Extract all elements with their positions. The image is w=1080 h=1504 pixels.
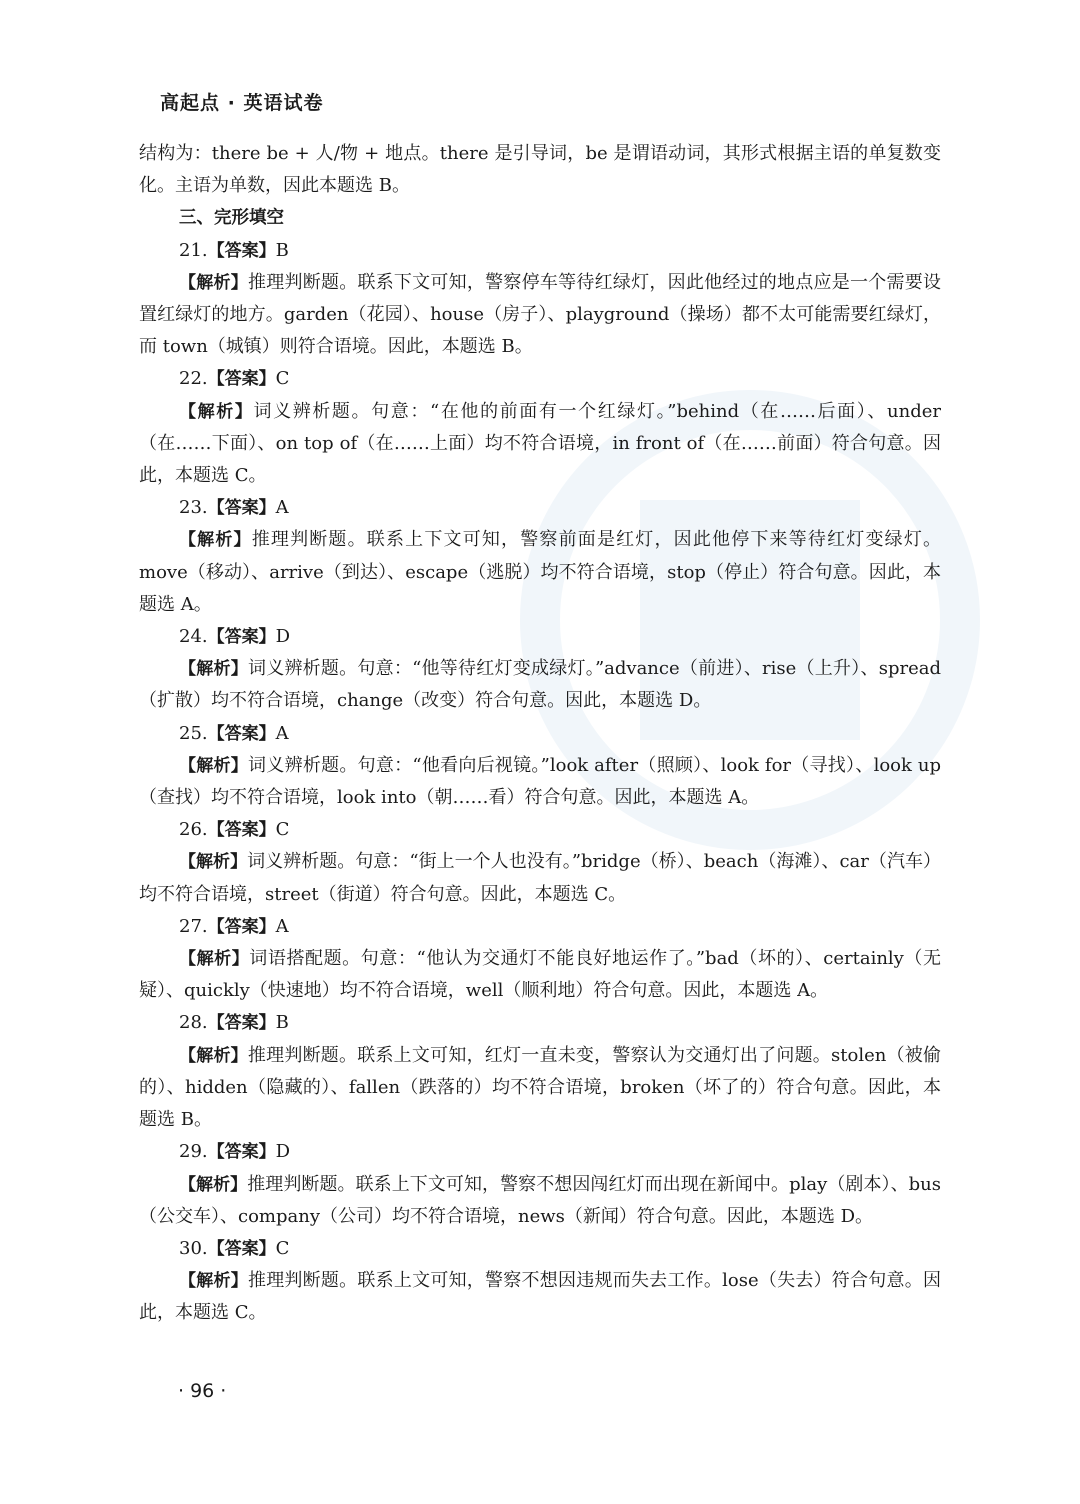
answer-line [139,1007,941,1039]
answer-value: B [275,1012,289,1034]
answer-line [139,363,941,395]
analysis-label: 【解析】 [179,852,248,873]
answer-value: A [275,497,289,519]
answer-item-29 [139,1136,941,1233]
answer-label: 【答案】 [207,627,276,648]
analysis-text: 词义辨析题。句意：“他看向后视镜。”look after（照顾）、look for（寻找）、look up（查找）均不符合语境，look into（朝……看）符合句意。因此，本题选 A。 [139,754,942,809]
answer-value: D [275,626,291,648]
analysis-text: 推理判断题。联系上下文可知，警察不想因闯红灯而出现在新闻中。play（剧本）、bus（公交车）、company（公司）均不符合语境，news（新闻）符合句意。因此，本题选 D。 [139,1173,942,1227]
analysis-line [139,524,941,621]
answer-value: C [275,819,290,841]
analysis-line [139,1265,941,1329]
answer-label: 【答案】 [207,916,276,937]
analysis-line [139,750,941,814]
analysis-line [139,267,941,364]
answer-item-24 [139,621,941,718]
answer-value: B [275,239,289,261]
section-title: 三、完形填空 [179,208,284,229]
answer-line [139,1233,941,1265]
answer-label: 【答案】 [207,723,276,744]
answer-label: 【答案】 [207,369,276,390]
answer-value: C [275,368,290,390]
answer-value: A [275,722,289,744]
analysis-line [139,1040,941,1137]
answer-line [139,814,941,846]
analysis-label: 【解析】 [179,272,248,293]
answer-line [139,911,941,943]
analysis-line [139,846,941,910]
analysis-text: 推理判断题。联系上文可知，红灯一直未变，警察认为交通灯出了问题。stolen（被偷的）、hidden（隐藏的）、fallen（跌落的）均不符合语境，broken（坏了的）符合句意。因此，本题选 B。 [139,1044,942,1131]
analysis-text: 推理判断题。联系下文可知，警察停车等待红绿灯，因此他经过的地点应是一个需要设置红绿灯的地方。garden（花园）、house（房子）、playground（操场）都不太可能需要红绿灯，而 town（城镇）则符合语境。因此，本题选 B。 [139,271,942,358]
answer-item-22 [139,363,941,492]
analysis-text: 推理判断题。联系上文可知，警察不想因违规而失去工作。lose（失去）符合句意。因此，本题选 C。 [139,1270,941,1324]
answer-item-25 [139,718,941,815]
analysis-label: 【解析】 [179,755,249,776]
answer-item-28 [139,1007,941,1136]
analysis-text: 词义辨析题。句意：“街上一个人也没有。”bridge（桥）、beach（海滩）、car（汽车）均不符合语境，street（街道）符合句意。因此，本题选 C。 [139,851,941,905]
page-number: · 96 · [178,1380,227,1402]
analysis-label: 【解析】 [179,530,252,551]
analysis-line [139,396,941,493]
answer-value: C [275,1237,290,1259]
analysis-label: 【解析】 [179,1271,248,1292]
answer-label: 【答案】 [207,1142,276,1163]
analysis-label: 【解析】 [179,1045,248,1066]
analysis-text: 词语搭配题。句意：“他认为交通灯不能良好地运作了。”bad（坏的）、certainly（无疑）、quickly（快速地）均不符合语境，well（顺利地）符合句意。因此，本题选 A。 [139,948,941,1002]
answer-item-23 [139,492,941,621]
answer-label: 【答案】 [207,240,276,261]
answer-item-21 [139,235,941,364]
analysis-label: 【解析】 [179,401,254,422]
item-number: 21. [179,239,208,261]
answer-line [139,235,941,267]
analysis-text: 推理判断题。联系上下文可知，警察前面是红灯，因此他停下来等待红灯变绿灯。move（移动）、arrive（到达）、escape（逃脱）均不符合语境，stop（停止）符合句意。因此，本题选 A。 [139,529,941,615]
analysis-label: 【解析】 [179,1174,248,1195]
item-number: 30. [179,1237,208,1259]
analysis-text: 词义辨析题。句意：“在他的前面有一个红绿灯。”behind（在……后面）、under（在……下面）、on top of（在……上面）均不符合语境，in front of（在……前面）符合句意。因此，本题选 C。 [139,400,941,487]
analysis-text: 词义辨析题。句意：“他等待红灯变成绿灯。”advance（前进）、rise（上升）、spread（扩散）均不符合语境，change（改变）符合句意。因此，本题选 D。 [139,658,942,712]
analysis-line [139,653,941,717]
answer-item-30 [139,1233,941,1330]
intro-paragraph: 结构为：there be + 人/物 + 地点。there 是引导词，be 是谓语动词，其形式根据主语的单复数变化。主语为单数，因此本题选 B。 [139,143,941,197]
analysis-label: 【解析】 [179,949,250,970]
answer-label: 【答案】 [207,1013,276,1034]
analysis-line [139,943,941,1007]
answer-line [139,718,941,750]
item-number: 25. [179,722,208,744]
item-number: 26. [179,819,208,841]
item-number: 28. [179,1012,208,1034]
answer-value: D [275,1141,291,1163]
item-number: 29. [179,1141,208,1163]
item-number: 23. [179,497,208,519]
item-number: 22. [179,368,208,390]
item-number: 27. [179,915,208,937]
answer-item-26 [139,814,941,911]
answer-value: A [275,915,289,937]
item-number: 24. [179,626,208,648]
answer-label: 【答案】 [207,498,276,519]
analysis-label: 【解析】 [179,659,248,680]
answer-line [139,621,941,653]
answer-label: 【答案】 [207,820,276,841]
answer-label: 【答案】 [207,1238,276,1259]
answer-line [139,1136,941,1168]
page-header: 高起点 · 英语试卷 [160,92,324,114]
document-body [139,138,941,1330]
answer-line [139,492,941,524]
answer-item-27 [139,911,941,1008]
analysis-line [139,1169,941,1233]
